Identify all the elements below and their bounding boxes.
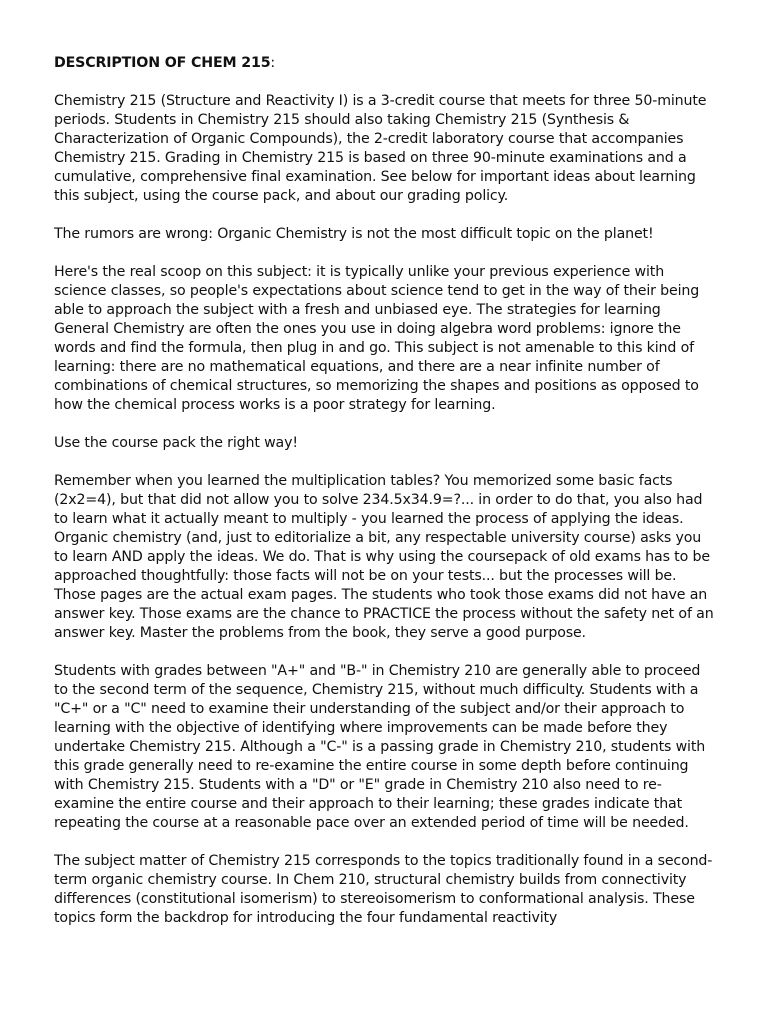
paragraph-course-pack-heading: Use the course pack the right way!	[54, 435, 298, 451]
paragraph-rumors: The rumors are wrong: Organic Chemistry is not the most difficult topic on the planet!	[54, 226, 654, 242]
document-body	[54, 54, 718, 947]
paragraph-subject-matter: The subject matter of Chemistry 215 corresponds to the topics traditionally found in a second-term organic chemistry course. In Chem 210, structural chemistry builds from connectivity differences (constitutional isomerism) to stereoisomerism to conformational analysis. These topics form the backdrop for introducing the four fundamental reactivity	[54, 853, 713, 926]
document-heading	[54, 54, 718, 73]
paragraph-grade-guidance: Students with grades between "A+" and "B-" in Chemistry 210 are generally able to proceed to the second term of the sequence, Chemistry 215, without much difficulty. Students with a "C+" or a "C" need to examine their understanding of the subject and/or their approach to learning with the objective of identifying where improvements can be made before they undertake Chemistry 215. Although a "C-" is a passing grade in Chemistry 210, students with this grade generally need to re-examine the entire course in some depth before continuing with Chemistry 215. Students with a "D" or "E" grade in Chemistry 210 also need to re-examine the entire course and their approach to their learning; these grades indicate that repeating the course at a reasonable pace over an extended period of time will be needed.	[54, 663, 706, 831]
paragraph-real-scoop: Here's the real scoop on this subject: it is typically unlike your previous experience with science classes, so people's expectations about science tend to get in the way of their being able to approach the subject with a fresh and unbiased eye. The strategies for learning General Chemistry are often the ones you use in doing algebra word problems: ignore the words and find the formula, then plug in and go. This subject is not amenable to this kind of learning: there are no mathematical equations, and there are a near infinite number of combinations of chemical structures, so memorizing the shapes and positions as opposed to how the chemical process works is a poor strategy for learning.	[54, 264, 700, 413]
heading-colon: :	[270, 55, 276, 71]
paragraph-course-overview: Chemistry 215 (Structure and Reactivity I) is a 3-credit course that meets for three 50-minute periods. Students in Chemistry 215 should also taking Chemistry 215 (Synthesis & Characterization of Organic Compounds), the 2-credit laboratory course that accompanies Chemistry 215. Grading in Chemistry 215 is based on three 90-minute examinations and a cumulative, comprehensive final examination. See below for important ideas about learning this subject, using the course pack, and about our grading policy.	[54, 93, 707, 204]
paragraph-multiplication-tables: Remember when you learned the multiplication tables? You memorized some basic facts (2x2=4), but that did not allow you to solve 234.5x34.9=?... in order to do that, you also had to learn what it actually meant to multiply - you learned the process of applying the ideas. Organic chemistry (and, just to editorialize a bit, any respectable university course) asks you to learn AND apply the ideas. We do. That is why using the coursepack of old exams has to be approached thoughtfully: those facts will not be on your tests... but the processes will be. Those pages are the actual exam pages. The students who took those exams did not have an answer key. Those exams are the chance to PRACTICE the process without the safety net of an answer key. Master the problems from the book, they serve a good purpose.	[54, 473, 714, 641]
heading-text: DESCRIPTION OF CHEM 215	[54, 55, 271, 71]
